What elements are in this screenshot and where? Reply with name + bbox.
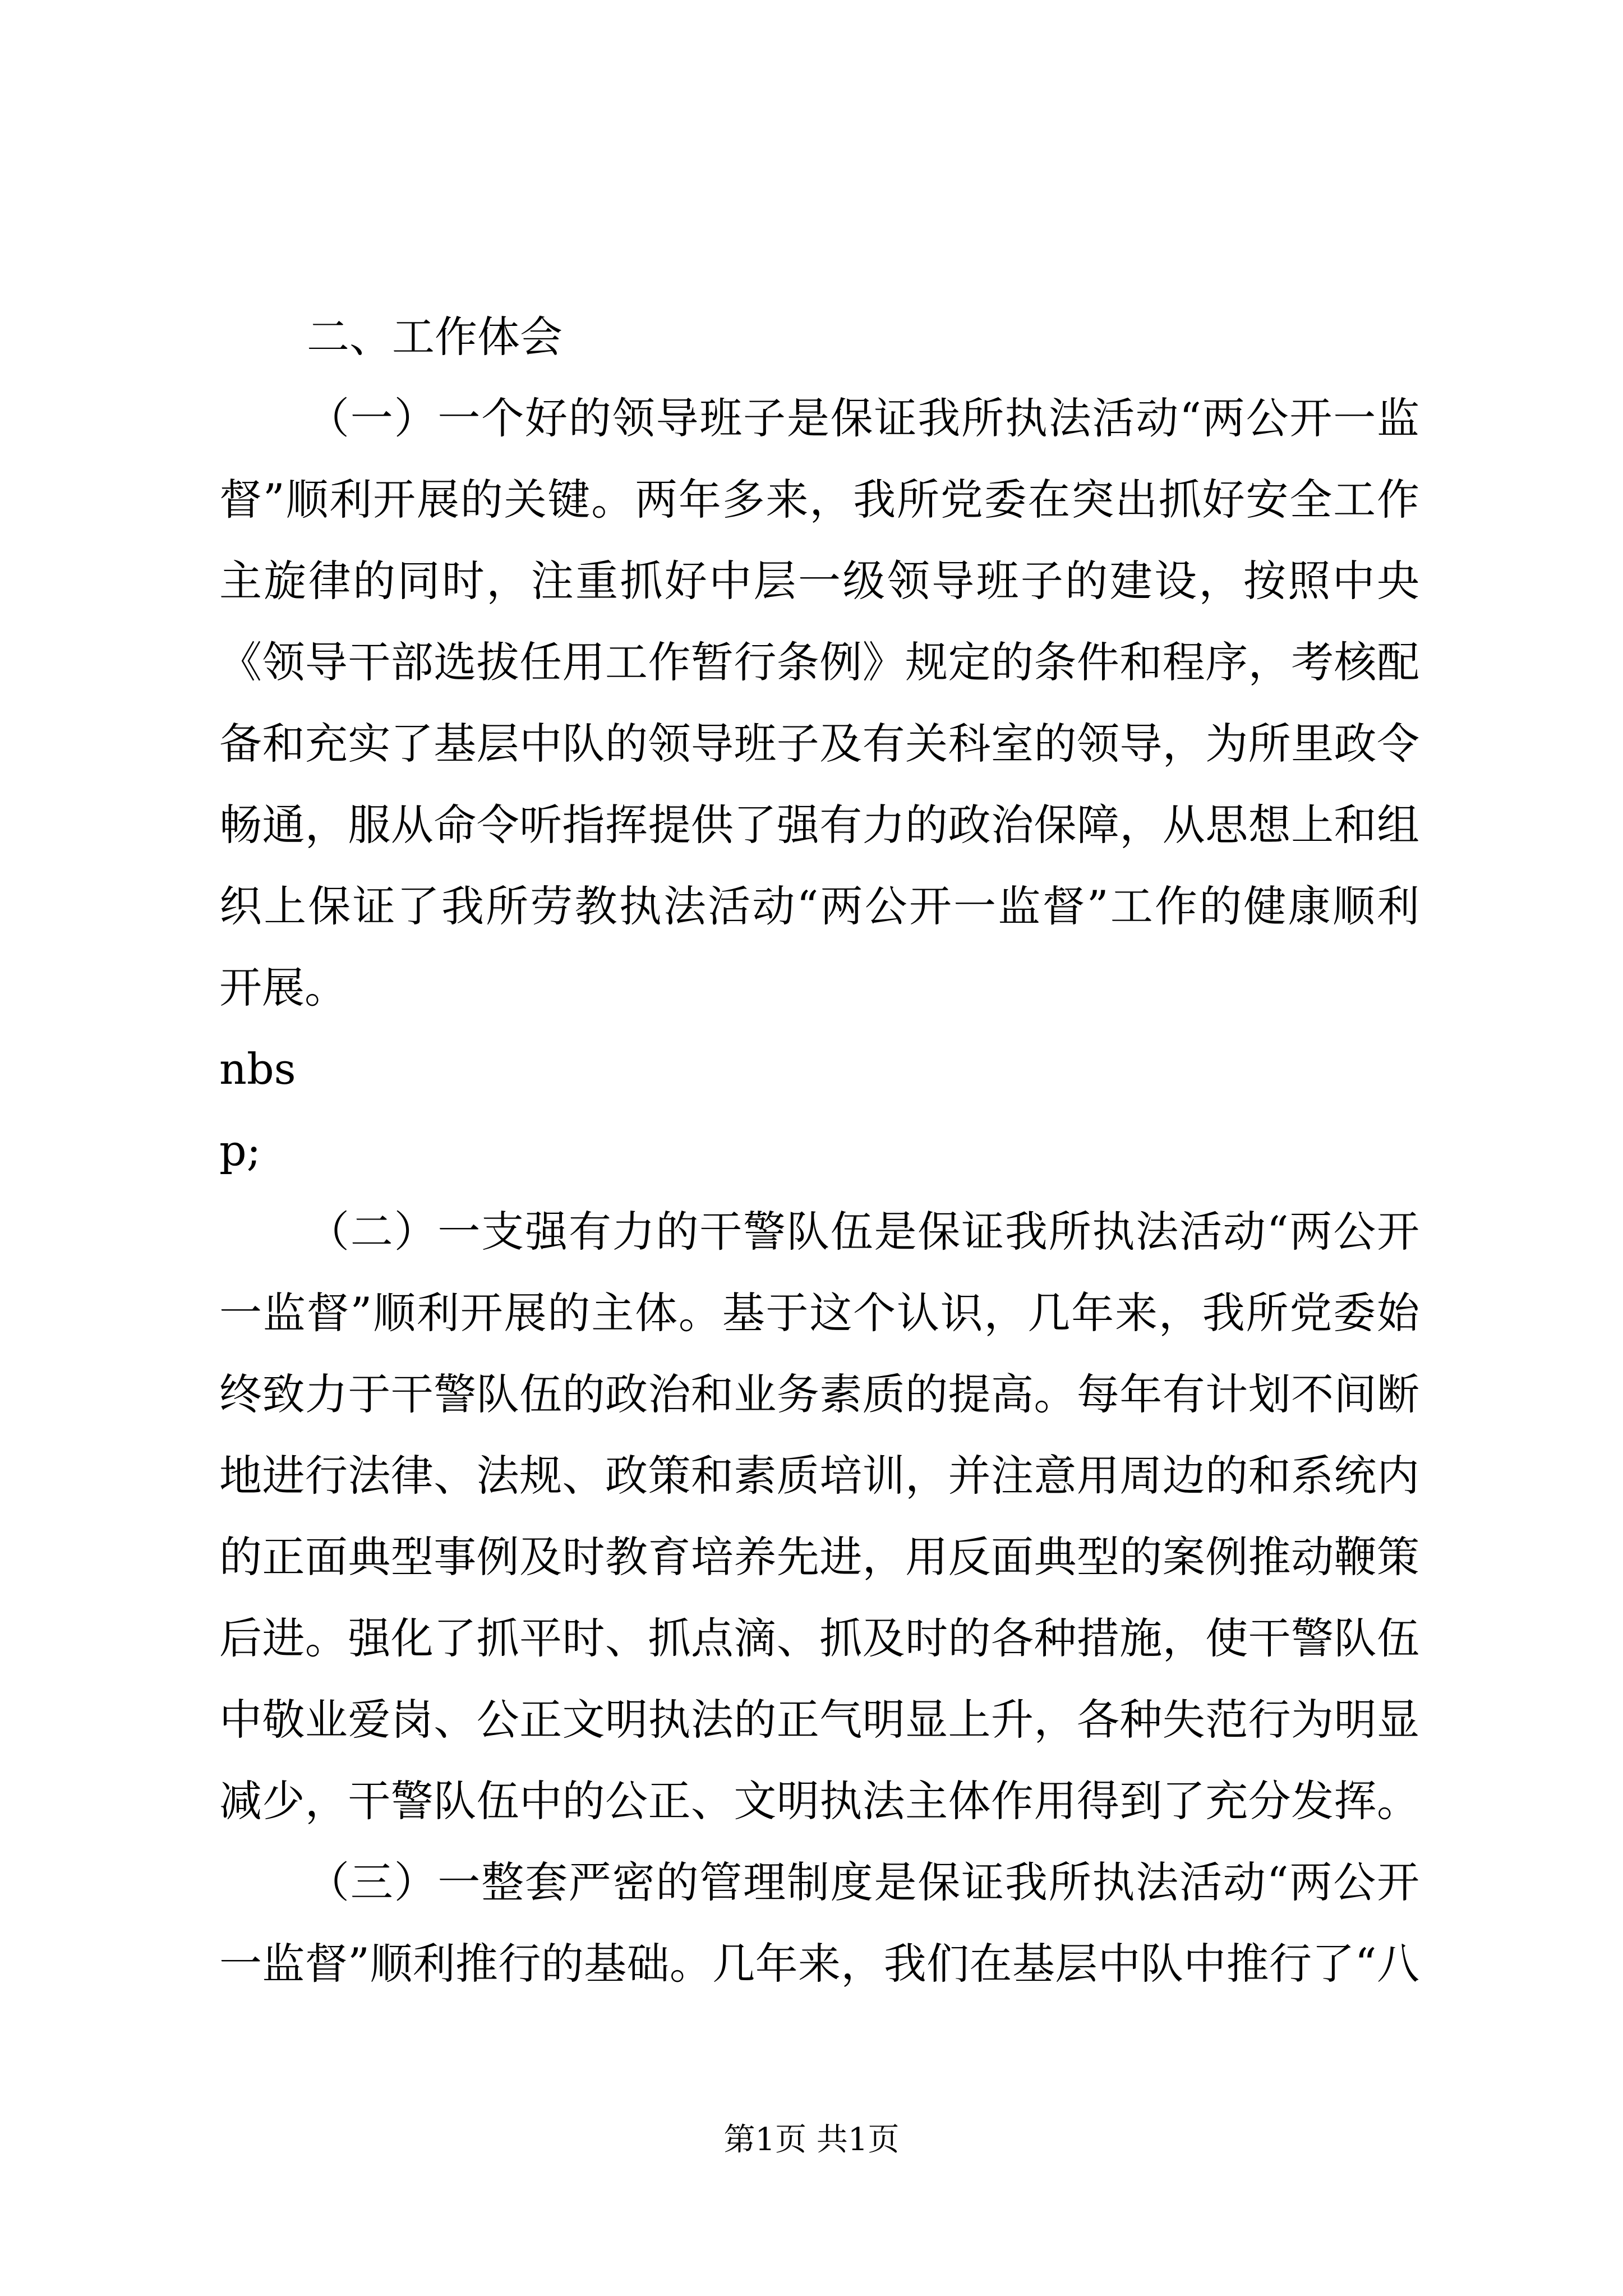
paragraph-1-line: 织上保证了我所劳教执法活动“两公开一监督”工作的健康顺利	[219, 881, 1419, 931]
paragraph-1-line: 主旋律的同时，注重抓好中层一级领导班子的建设，按照中央	[219, 556, 1419, 606]
paragraph-2-line: 的正面典型事例及时教育培养先进，用反面典型的案例推动鞭策	[219, 1532, 1419, 1582]
paragraph-2-line: 中敬业爱岗、公正文明执法的正气明显上升，各种失范行为明显	[219, 1695, 1419, 1745]
paragraph-2-line: 后进。强化了抓平时、抓点滴、抓及时的各种措施，使干警队伍	[219, 1613, 1419, 1663]
stray-text-line: nbs	[219, 1044, 296, 1094]
paragraph-1-line: 备和充实了基层中队的领导班子及有关科室的领导，为所里政令	[219, 719, 1419, 769]
document-body	[219, 296, 1419, 2004]
page-footer: 第1页 共1页	[723, 2122, 900, 2158]
paragraph-1-line: 督”顺利开展的关键。两年多来，我所党委在突出抓好安全工作	[219, 475, 1419, 524]
paragraph-2-line: 终致力于干警队伍的政治和业务素质的提高。每年有计划不间断	[219, 1369, 1419, 1419]
paragraph-3-line: （三）一整套严密的管理制度是保证我所执法活动“两公开	[307, 1857, 1419, 1907]
paragraph-1-line: （一）一个好的领导班子是保证我所执法活动“两公开一监	[307, 393, 1419, 443]
stray-text-line: p;	[219, 1125, 261, 1175]
paragraph-1-line: 畅通，服从命令听指挥提供了强有力的政治保障，从思想上和组	[219, 800, 1419, 850]
paragraph-2-line: 地进行法律、法规、政策和素质培训，并注意用周边的和系统内	[219, 1451, 1419, 1501]
paragraph-1-line: 《领导干部选拔任用工作暂行条例》规定的条件和程序，考核配	[219, 637, 1419, 687]
paragraph-1-line: 开展。	[219, 963, 347, 1013]
paragraph-2-line: 减少，干警队伍中的公正、文明执法主体作用得到了充分发挥。	[219, 1776, 1419, 1826]
paragraph-2-line: （二）一支强有力的干警队伍是保证我所执法活动“两公开	[307, 1207, 1419, 1257]
section-heading: 二、工作体会	[307, 312, 562, 362]
paragraph-3-line: 一监督”顺利推行的基础。几年来，我们在基层中队中推行了“八	[219, 1939, 1419, 1989]
paragraph-2-line: 一监督”顺利开展的主体。基于这个认识，几年来，我所党委始	[219, 1288, 1419, 1338]
